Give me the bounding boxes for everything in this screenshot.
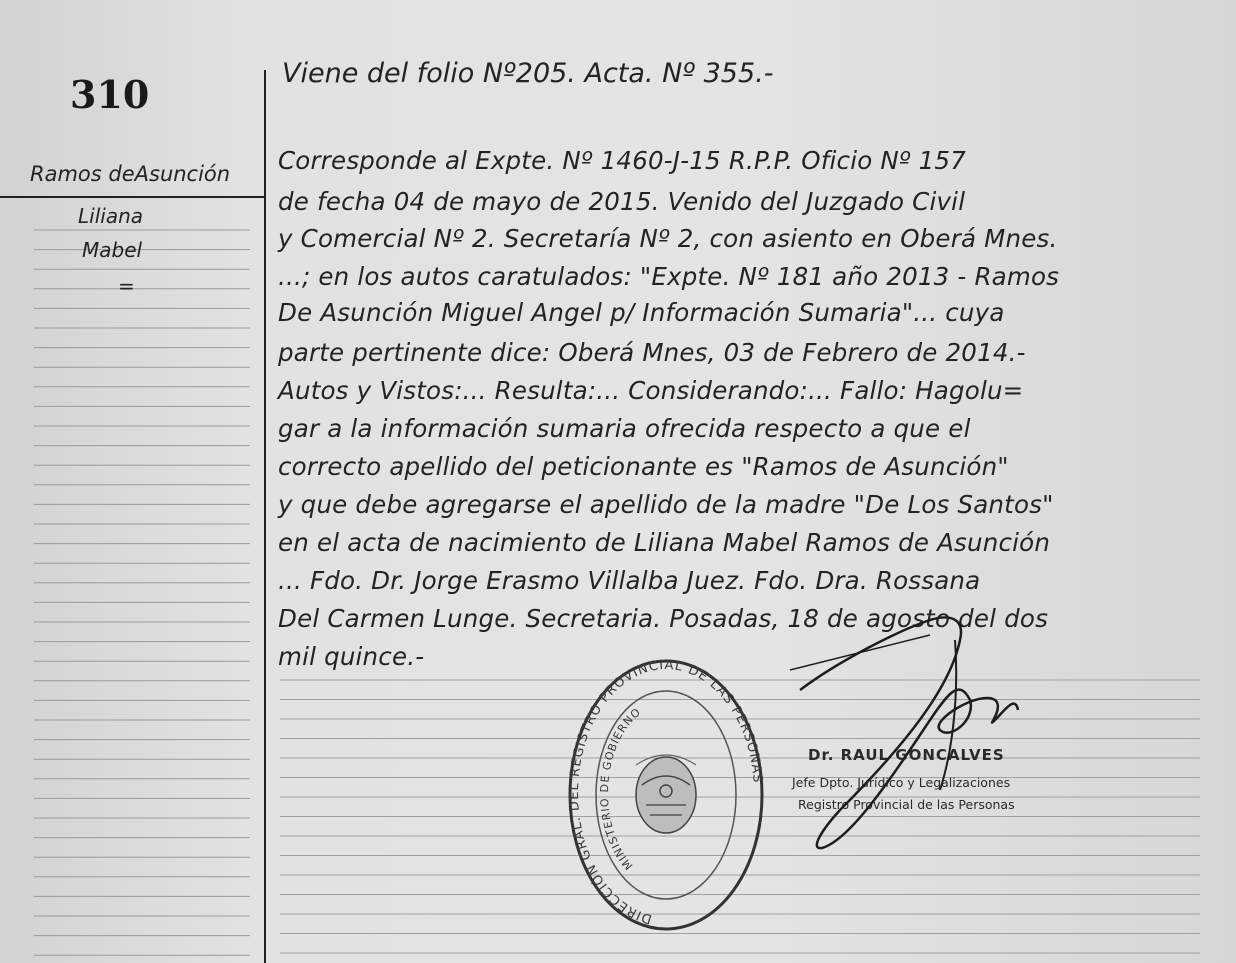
body-line-8: gar a la información sumaria ofrecida respecto a que el [278, 414, 971, 443]
margin-ditto-mark: = [118, 274, 135, 298]
body-line-2: de fecha 04 de mayo de 2015. Venido del Juzgado Civil [278, 187, 966, 216]
signer-title: Jefe Dpto. Jurídico y Legalizaciones [792, 775, 1011, 790]
body-line-6: parte pertinente dice: Oberá Mnes, 03 de Febrero de 2014.- [278, 338, 1026, 367]
body-line-14: mil quince.- [278, 642, 425, 671]
signer-name: Dr. RAUL GONCALVES [808, 746, 1005, 764]
margin-given-name-1: Liliana [78, 204, 143, 228]
body-line-1: Corresponde al Expte. Nº 1460-J-15 R.P.P. Oficio Nº 157 [278, 146, 967, 175]
stamp-outer-textpath: DIRECCIÓN GRAL. DEL REGISTRO PROVINCIAL DE LAS PERSONAS [567, 657, 765, 927]
stamp-inner-textpath: MINISTERIO DE GOBIERNO [597, 705, 644, 873]
margin-given-name-2: Mabel [82, 238, 143, 262]
handwritten-signature [780, 600, 1040, 860]
body-line-7: Autos y Vistos:... Resulta:... Considerando:... Fallo: Hagolu= [278, 376, 1024, 405]
body-line-12: ... Fdo. Dr. Jorge Erasmo Villalba Juez. Fdo. Dra. Rossana [278, 566, 981, 595]
margin-ruled-lines [34, 230, 250, 955]
header-line: Viene del folio Nº205. Acta. Nº 355.- [282, 58, 774, 89]
signer-department: Registro Provincial de las Personas [798, 797, 1015, 812]
body-line-10: y que debe agregarse el apellido de la madre "De Los Santos" [278, 490, 1054, 519]
body-line-3: y Comercial Nº 2. Secretaría Nº 2, con asiento en Oberá Mnes. [278, 224, 1058, 253]
coat-of-arms-emblem [636, 755, 696, 833]
body-line-4: ...; en los autos caratulados: "Expte. Nº 181 año 2013 - Ramos [278, 262, 1060, 291]
body-line-11: en el acta de nacimiento de Liliana Mabel Ramos de Asunción [278, 528, 1051, 557]
folio-number: 310 [70, 72, 150, 117]
margin-surname: Ramos deAsunción [30, 162, 231, 186]
body-line-9: correcto apellido del peticionante es "Ramos de Asunción" [278, 452, 1009, 481]
body-line-13: Del Carmen Lunge. Secretaria. Posadas, 18 de agosto del dos [278, 604, 1049, 633]
official-stamp [566, 655, 766, 935]
body-line-5: De Asunción Miguel Angel p/ Información Sumaria"... cuya [278, 298, 1005, 327]
